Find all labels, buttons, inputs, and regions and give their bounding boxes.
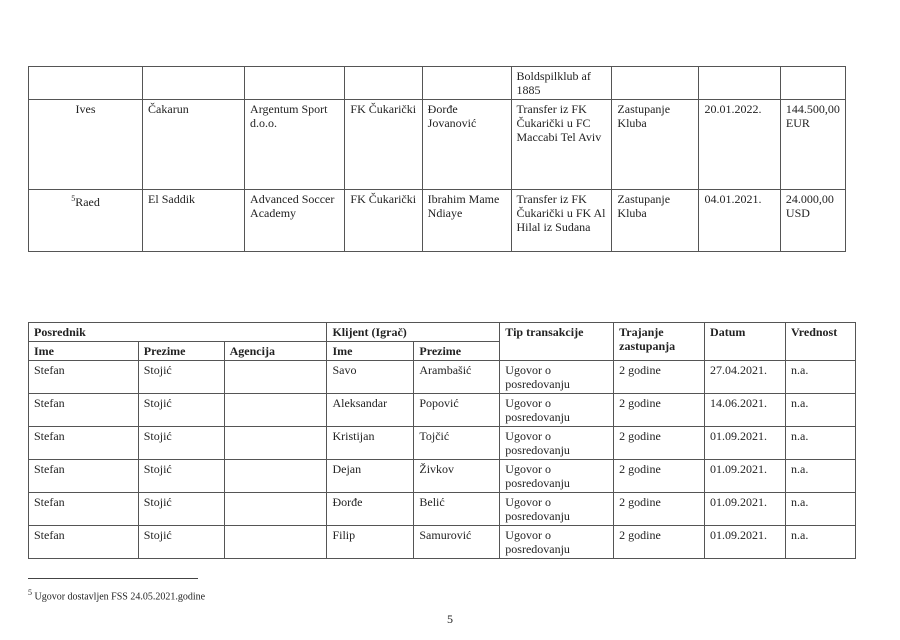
table-cell: 01.09.2021. [705,427,786,460]
table-cell [245,190,345,252]
table-row [29,100,846,190]
table-row [29,67,846,100]
header-prezime: Prezime [138,342,224,361]
table-cell: 14.06.2021. [705,394,786,427]
table-cell: Stojić [138,460,224,493]
table-cell [345,67,422,100]
table-cell: Stojić [138,526,224,559]
table-row [29,394,856,427]
table-cell: Ugovor o posredovanju [500,526,614,559]
table-cell: Belić [414,493,500,526]
header-ime: Ime [29,342,139,361]
table-cell [511,190,612,252]
cell-text: Transfer iz FK Čukarički u FC Maccabi Tel Aviv [516,102,602,144]
table-cell: 2 godine [614,526,705,559]
table-cell: Ugovor o posredovanju [500,394,614,427]
header-trajanje: Trajanje zastupanja [614,323,705,361]
footnote-ref: 5 [71,194,76,203]
footnote-marker: 5 [28,588,32,597]
table-cell: Stefan [29,427,139,460]
table-cell: 2 godine [614,361,705,394]
table-cell: Ugovor o posredovanju [500,361,614,394]
table-cell: Kristijan [327,427,414,460]
cell-text: 04.01.2021. [704,192,762,206]
table-cell: Stojić [138,427,224,460]
table-cell [224,526,327,559]
table-cell [29,67,143,100]
table-cell: Stefan [29,361,139,394]
table-cell: Đorđe [327,493,414,526]
table-cell: Živkov [414,460,500,493]
table-cell [245,67,345,100]
header-posrednik: Posrednik [29,323,327,342]
table-cell [699,67,780,100]
table-cell: Ugovor o posredovanju [500,493,614,526]
cell-text: 144.500,00 EUR [785,102,840,130]
table-cell [780,100,845,190]
cell-text: Ibrahim Mame Ndiaye [427,192,500,220]
header-klijent-ime: Ime [327,342,414,361]
table-cell [422,100,511,190]
cell-text: Raed [75,195,100,209]
cell-text: FK Čukarički [350,102,417,116]
table-cell [224,493,327,526]
header-klijent-prezime: Prezime [414,342,500,361]
table-cell [224,361,327,394]
table-cell [29,100,143,190]
table-cell: 2 godine [614,493,705,526]
table-cell [780,67,845,100]
table-cell: Arambašić [414,361,500,394]
table-cell [422,67,511,100]
table-cell: n.a. [786,526,856,559]
table-cell: n.a. [786,394,856,427]
table-cell: n.a. [786,493,856,526]
cell-text: 20.01.2022. [704,102,762,116]
table-cell [511,67,612,100]
table-cell [143,100,245,190]
table-cell [699,190,780,252]
table-cell [699,100,780,190]
table-cell: Stefan [29,493,139,526]
table-row [29,493,856,526]
header-tip: Tip transakcije [500,323,614,361]
table-cell [29,190,143,252]
table-cell: Stojić [138,394,224,427]
table-row [29,427,856,460]
table-row [29,361,856,394]
cell-text: Advanced Soccer Academy [250,192,335,220]
header-klijent: Klijent (Igrač) [327,323,500,342]
table-cell [780,190,845,252]
table-cell: 2 godine [614,460,705,493]
table-cell: Popović [414,394,500,427]
table-cell: Aleksandar [327,394,414,427]
table-cell [511,100,612,190]
table-cell: Ugovor o posredovanju [500,427,614,460]
cell-text: 24.000,00 USD [785,192,834,220]
table-cell: 2 godine [614,427,705,460]
table-cell: 01.09.2021. [705,526,786,559]
table-cell: n.a. [786,427,856,460]
table-cell: Stojić [138,493,224,526]
cell-text: Argentum Sport d.o.o. [250,102,328,130]
table-cell [224,394,327,427]
table-cell: Tojčić [414,427,500,460]
footnote-text: Ugovor dostavljen FSS 24.05.2021.godine [34,591,206,603]
table-cell [143,190,245,252]
footnote-separator [28,578,198,579]
cell-text: Zastupanje Kluba [617,192,671,220]
table-cell [224,427,327,460]
table-cell [245,100,345,190]
table-cell [612,190,699,252]
table-cell: Samurović [414,526,500,559]
table-cell: Ugovor o posredovanju [500,460,614,493]
footnote [28,588,205,602]
cell-text: Transfer iz FK Čukarički u FK Al Hilal iz Sudana [516,192,606,234]
transfers-table [28,66,846,252]
table-cell [143,67,245,100]
header-row-1 [29,323,856,342]
table-cell: n.a. [786,460,856,493]
table-cell: 27.04.2021. [705,361,786,394]
table-row [29,460,856,493]
table-cell: Dejan [327,460,414,493]
table-cell: Filip [327,526,414,559]
table-cell: Stefan [29,526,139,559]
cell-text: El Saddik [148,192,196,206]
cell-text: Čakarun [148,102,189,116]
table-row [29,526,856,559]
cell-text: Boldspilklub af 1885 [516,69,591,97]
table-cell [612,67,699,100]
header-datum: Datum [705,323,786,361]
cell-text: Ives [75,102,96,116]
table-cell [345,100,422,190]
table-cell [422,190,511,252]
table-cell: n.a. [786,361,856,394]
table-cell [345,190,422,252]
table-cell: Stojić [138,361,224,394]
table-cell: Stefan [29,394,139,427]
table-cell: 01.09.2021. [705,460,786,493]
table-cell [612,100,699,190]
header-vrednost: Vrednost [786,323,856,361]
page-number: 5 [447,612,453,626]
table-cell: 01.09.2021. [705,493,786,526]
table-cell [224,460,327,493]
table-row [29,190,846,252]
cell-text: Zastupanje Kluba [617,102,671,130]
representation-table [28,322,856,559]
table-cell: 2 godine [614,394,705,427]
cell-text: FK Čukarički [350,192,417,206]
cell-text: Đorđe Jovanović [427,102,477,130]
table-cell: Savo [327,361,414,394]
table-cell: Stefan [29,460,139,493]
header-agencija: Agencija [224,342,327,361]
